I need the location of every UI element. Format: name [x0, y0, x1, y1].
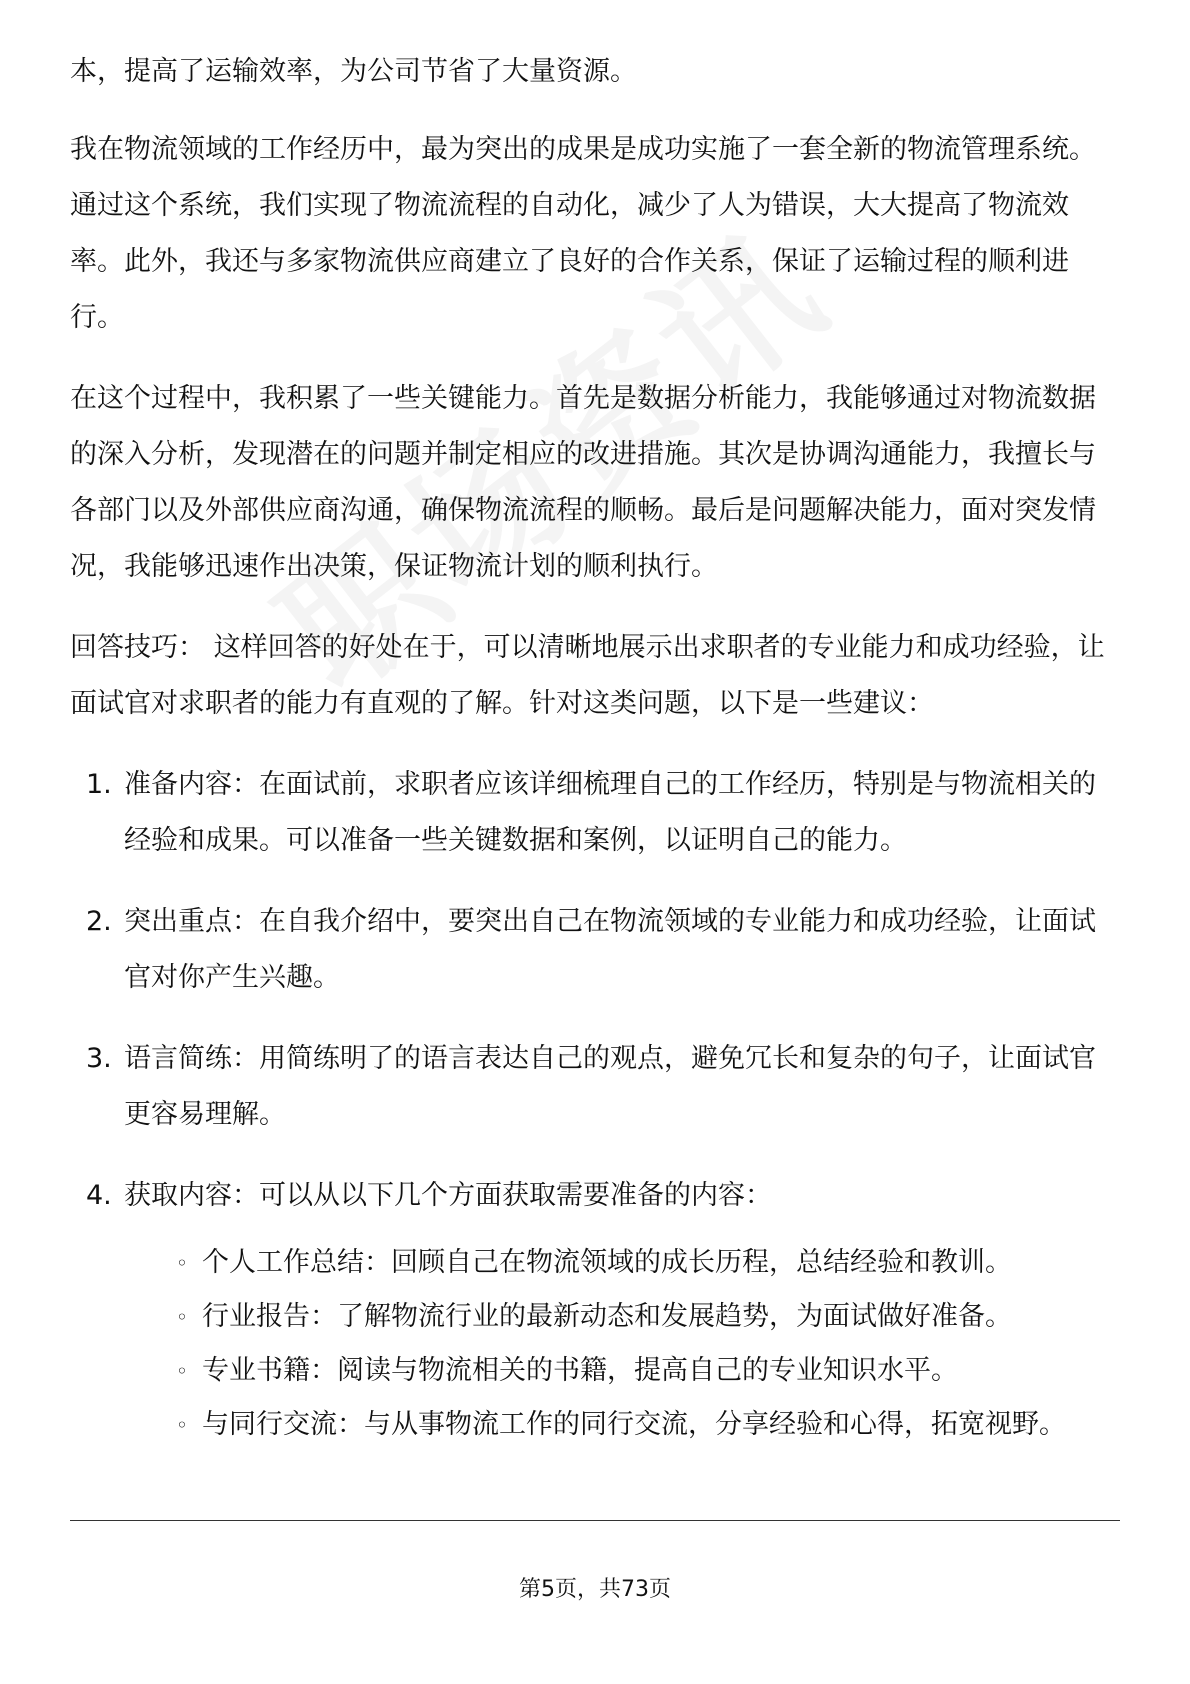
bullet-icon: ◦ — [176, 1305, 188, 1329]
list-item-text: 语言简练：用简练明了的语言表达自己的观点，避免冗长和复杂的句子，让面试官更容易理解。 — [124, 1043, 1096, 1130]
tips-list — [70, 757, 1120, 1452]
list-number: 4. — [86, 1180, 112, 1211]
sublist-item — [164, 1236, 1120, 1290]
sublist-item — [164, 1344, 1120, 1398]
tips-list-item — [70, 757, 1120, 869]
page-number: 第5页，共73页 — [519, 1577, 671, 1602]
document-body — [70, 44, 1120, 1477]
tips-list-item — [70, 1168, 1120, 1452]
sublist-item-text: 个人工作总结：回顾自己在物流领域的成长历程，总结经验和教训。 — [202, 1247, 1012, 1278]
list-number: 1. — [86, 769, 112, 800]
bullet-icon: ◦ — [176, 1359, 188, 1383]
footer-divider — [70, 1520, 1120, 1521]
paragraph-continuation: 本，提高了运输效率，为公司节省了大量资源。 — [70, 56, 637, 87]
list-number: 2. — [86, 906, 112, 937]
sublist-item — [164, 1398, 1120, 1452]
list-item-text: 突出重点：在自我介绍中，要突出自己在物流领域的专业能力和成功经验，让面试官对你产生兴趣。 — [124, 906, 1096, 993]
list-number: 3. — [86, 1043, 112, 1074]
bullet-icon: ◦ — [176, 1413, 188, 1437]
paragraph-key-abilities: 在这个过程中，我积累了一些关键能力。首先是数据分析能力，我能够通过对物流数据的深入分析，发现潜在的问题并制定相应的改进措施。其次是协调沟通能力，我擅长与各部门以及外部供应商沟通，确保物流流程的顺畅。最后是问题解决能力，面对突发情况，我能够迅速作出决策，保证物流计划的顺利执行。 — [70, 383, 1096, 582]
sublist-item-text: 行业报告：了解物流行业的最新动态和发展趋势，为面试做好准备。 — [202, 1301, 1012, 1332]
tips-list-item — [70, 1031, 1120, 1143]
paragraph-answer-tips: 回答技巧： 这样回答的好处在于，可以清晰地展示出求职者的专业能力和成功经验，让面试官对求职者的能力有直观的了解。针对这类问题，以下是一些建议： — [70, 632, 1105, 719]
tips-list-item — [70, 894, 1120, 1006]
list-item-text: 获取内容：可以从以下几个方面获取需要准备的内容： — [124, 1180, 772, 1211]
paragraph-achievement: 我在物流领域的工作经历中，最为突出的成果是成功实施了一套全新的物流管理系统。通过这个系统，我们实现了物流流程的自动化，减少了人为错误，大大提高了物流效率。此外，我还与多家物流供应商建立了良好的合作关系，保证了运输过程的顺利进行。 — [70, 134, 1096, 333]
sources-sublist — [124, 1236, 1120, 1452]
bullet-icon: ◦ — [176, 1251, 188, 1275]
sublist-item — [164, 1290, 1120, 1344]
sublist-item-text: 与同行交流：与从事物流工作的同行交流，分享经验和心得，拓宽视野。 — [202, 1409, 1066, 1440]
list-item-text: 准备内容：在面试前，求职者应该详细梳理自己的工作经历，特别是与物流相关的经验和成果。可以准备一些关键数据和案例，以证明自己的能力。 — [124, 769, 1096, 856]
sublist-item-text: 专业书籍：阅读与物流相关的书籍，提高自己的专业知识水平。 — [202, 1355, 958, 1386]
